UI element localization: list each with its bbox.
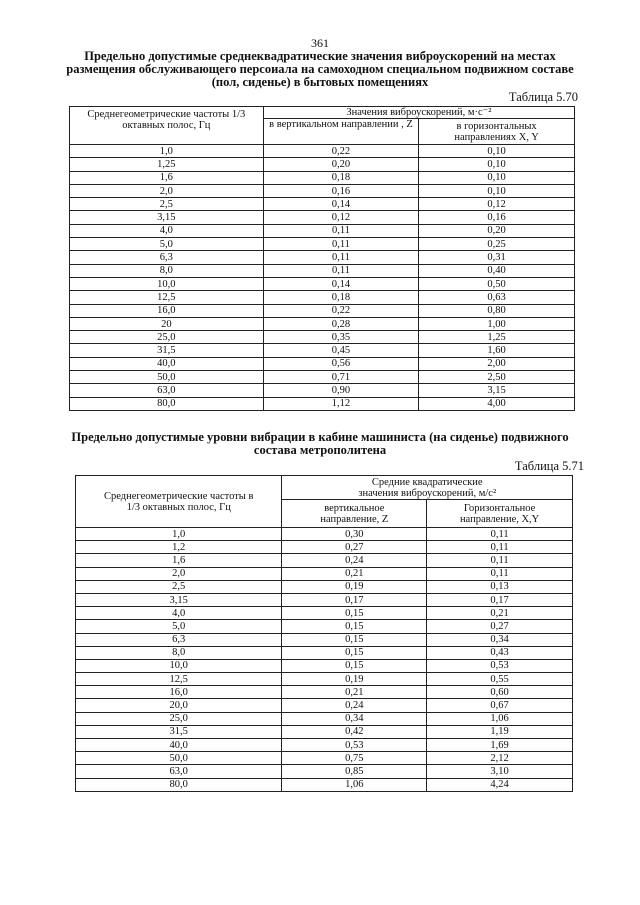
horizontal-value-cell: 0,12 xyxy=(419,198,575,211)
vertical-value-cell: 0,19 xyxy=(282,673,427,686)
table1-frequency-header: Среднегеометрические частоты 1/3 октавных полос, Гц xyxy=(70,107,264,145)
horizontal-value-cell: 0,63 xyxy=(419,291,575,304)
frequency-cell: 80,0 xyxy=(76,778,282,791)
vertical-value-cell: 0,11 xyxy=(263,238,419,251)
table-row xyxy=(70,291,575,304)
vertical-value-cell: 0,28 xyxy=(263,317,419,330)
page-number: 361 xyxy=(311,36,329,50)
horizontal-value-cell: 0,11 xyxy=(427,528,573,541)
horizontal-value-cell: 0,40 xyxy=(419,264,575,277)
horizontal-value-cell: 0,67 xyxy=(427,699,573,712)
table-row xyxy=(70,304,575,317)
horizontal-value-cell: 4,00 xyxy=(419,397,575,410)
horizontal-value-cell: 0,27 xyxy=(427,620,573,633)
table2-vertical-header: вертикальное направление, Z xyxy=(282,500,427,528)
table-row xyxy=(70,145,575,158)
frequency-cell: 1,6 xyxy=(70,171,264,184)
table-row xyxy=(76,541,573,554)
vertical-value-cell: 0,15 xyxy=(282,633,427,646)
frequency-cell: 5,0 xyxy=(76,620,282,633)
vertical-value-cell: 0,15 xyxy=(282,607,427,620)
frequency-cell: 63,0 xyxy=(76,765,282,778)
frequency-cell: 31,5 xyxy=(70,344,264,357)
vertical-value-cell: 0,11 xyxy=(263,264,419,277)
vertical-value-cell: 0,24 xyxy=(282,699,427,712)
horizontal-value-cell: 1,06 xyxy=(427,712,573,725)
table-row xyxy=(76,725,573,738)
frequency-cell: 3,15 xyxy=(70,211,264,224)
table-row xyxy=(70,158,575,171)
table-row xyxy=(70,198,575,211)
table-row xyxy=(76,528,573,541)
vertical-value-cell: 0,14 xyxy=(263,277,419,290)
vertical-value-cell: 0,90 xyxy=(263,384,419,397)
frequency-cell: 8,0 xyxy=(76,646,282,659)
table-row xyxy=(70,331,575,344)
horizontal-value-cell: 0,20 xyxy=(419,224,575,237)
frequency-cell: 80,0 xyxy=(70,397,264,410)
vertical-value-cell: 0,71 xyxy=(263,371,419,384)
vertical-value-cell: 0,11 xyxy=(263,251,419,264)
horizontal-value-cell: 0,10 xyxy=(419,158,575,171)
vertical-value-cell: 0,53 xyxy=(282,739,427,752)
vertical-value-cell: 0,11 xyxy=(263,224,419,237)
table-row xyxy=(70,224,575,237)
table2-group-header: Средние квадратические значения виброускорений, м/с² xyxy=(282,476,573,500)
frequency-cell: 2,0 xyxy=(70,184,264,197)
horizontal-value-cell: 0,10 xyxy=(419,171,575,184)
frequency-cell: 12,5 xyxy=(76,673,282,686)
frequency-cell: 20 xyxy=(70,317,264,330)
horizontal-value-cell: 0,21 xyxy=(427,607,573,620)
table-row xyxy=(76,633,573,646)
table-row xyxy=(76,778,573,791)
frequency-cell: 16,0 xyxy=(70,304,264,317)
table2-caption: Таблица 5.71 xyxy=(514,459,584,473)
horizontal-value-cell: 0,11 xyxy=(427,567,573,580)
table-row xyxy=(76,580,573,593)
table-row xyxy=(76,712,573,725)
frequency-cell: 1,6 xyxy=(76,554,282,567)
vertical-value-cell: 0,56 xyxy=(263,357,419,370)
vertical-value-cell: 0,15 xyxy=(282,646,427,659)
horizontal-value-cell: 0,16 xyxy=(419,211,575,224)
vertical-value-cell: 0,30 xyxy=(282,528,427,541)
table2-frequency-header: Среднегеометрические частоты в 1/3 октавных полос, Гц xyxy=(76,476,282,528)
frequency-cell: 6,3 xyxy=(76,633,282,646)
vertical-value-cell: 0,18 xyxy=(263,291,419,304)
vertical-value-cell: 0,35 xyxy=(263,331,419,344)
table-row xyxy=(70,238,575,251)
vertical-value-cell: 1,06 xyxy=(282,778,427,791)
frequency-cell: 4,0 xyxy=(70,224,264,237)
vertical-value-cell: 1,12 xyxy=(263,397,419,410)
vertical-value-cell: 0,45 xyxy=(263,344,419,357)
frequency-cell: 3,15 xyxy=(76,593,282,606)
horizontal-value-cell: 0,60 xyxy=(427,686,573,699)
frequency-cell: 2,5 xyxy=(70,198,264,211)
frequency-cell: 16,0 xyxy=(76,686,282,699)
vertical-value-cell: 0,34 xyxy=(282,712,427,725)
horizontal-value-cell: 4,24 xyxy=(427,778,573,791)
vertical-value-cell: 0,42 xyxy=(282,725,427,738)
table-row xyxy=(76,593,573,606)
frequency-cell: 50,0 xyxy=(70,371,264,384)
vertical-value-cell: 0,14 xyxy=(263,198,419,211)
table-row xyxy=(70,277,575,290)
table-row xyxy=(70,371,575,384)
horizontal-value-cell: 0,31 xyxy=(419,251,575,264)
horizontal-value-cell: 0,55 xyxy=(427,673,573,686)
horizontal-value-cell: 0,43 xyxy=(427,646,573,659)
vertical-value-cell: 0,85 xyxy=(282,765,427,778)
frequency-cell: 8,0 xyxy=(70,264,264,277)
horizontal-value-cell: 0,53 xyxy=(427,659,573,672)
vertical-value-cell: 0,15 xyxy=(282,659,427,672)
table2 xyxy=(75,475,573,792)
horizontal-value-cell: 0,80 xyxy=(419,304,575,317)
frequency-cell: 1,0 xyxy=(76,528,282,541)
table-row xyxy=(76,739,573,752)
horizontal-value-cell: 0,50 xyxy=(419,277,575,290)
frequency-cell: 1,2 xyxy=(76,541,282,554)
table-row xyxy=(70,397,575,410)
table-row xyxy=(70,211,575,224)
frequency-cell: 2,5 xyxy=(76,580,282,593)
frequency-cell: 25,0 xyxy=(70,331,264,344)
frequency-cell: 63,0 xyxy=(70,384,264,397)
vertical-value-cell: 0,21 xyxy=(282,567,427,580)
horizontal-value-cell: 3,10 xyxy=(427,765,573,778)
table-row xyxy=(70,317,575,330)
horizontal-value-cell: 0,34 xyxy=(427,633,573,646)
vertical-value-cell: 0,21 xyxy=(282,686,427,699)
frequency-cell: 5,0 xyxy=(70,238,264,251)
horizontal-value-cell: 0,10 xyxy=(419,184,575,197)
vertical-value-cell: 0,15 xyxy=(282,620,427,633)
table-row xyxy=(70,264,575,277)
vertical-value-cell: 0,24 xyxy=(282,554,427,567)
table-row xyxy=(76,646,573,659)
frequency-cell: 10,0 xyxy=(76,659,282,672)
horizontal-value-cell: 0,17 xyxy=(427,593,573,606)
horizontal-value-cell: 2,00 xyxy=(419,357,575,370)
horizontal-value-cell: 2,50 xyxy=(419,371,575,384)
table-row xyxy=(70,344,575,357)
table-row xyxy=(76,607,573,620)
table-row xyxy=(70,184,575,197)
frequency-cell: 31,5 xyxy=(76,725,282,738)
horizontal-value-cell: 2,12 xyxy=(427,752,573,765)
horizontal-value-cell: 0,13 xyxy=(427,580,573,593)
vertical-value-cell: 0,22 xyxy=(263,304,419,317)
vertical-value-cell: 0,20 xyxy=(263,158,419,171)
horizontal-value-cell: 1,19 xyxy=(427,725,573,738)
horizontal-value-cell: 1,00 xyxy=(419,317,575,330)
table1-caption: Таблица 5.70 xyxy=(508,90,578,104)
table-row xyxy=(70,384,575,397)
horizontal-value-cell: 0,11 xyxy=(427,554,573,567)
vertical-value-cell: 0,16 xyxy=(263,184,419,197)
horizontal-value-cell: 1,69 xyxy=(427,739,573,752)
frequency-cell: 6,3 xyxy=(70,251,264,264)
vertical-value-cell: 0,17 xyxy=(282,593,427,606)
vertical-value-cell: 0,12 xyxy=(263,211,419,224)
table-row xyxy=(70,357,575,370)
frequency-cell: 2,0 xyxy=(76,567,282,580)
horizontal-value-cell: 3,15 xyxy=(419,384,575,397)
vertical-value-cell: 0,19 xyxy=(282,580,427,593)
table-row xyxy=(76,554,573,567)
horizontal-value-cell: 0,11 xyxy=(427,541,573,554)
frequency-cell: 50,0 xyxy=(76,752,282,765)
table1-group-header: Значения виброускорений, м·с⁻² xyxy=(263,107,574,119)
table-row xyxy=(70,251,575,264)
table1-title: Предельно допустимые среднеквадратические значения виброускорений на местах размещения обслуживающего персоиала на самоходном специальном подвижном составе (пол, сиденье) в бытовых помещениях xyxy=(66,49,574,89)
table-row xyxy=(76,567,573,580)
table-row xyxy=(76,673,573,686)
table-row xyxy=(76,659,573,672)
vertical-value-cell: 0,22 xyxy=(263,145,419,158)
table2-horizontal-header: Горизонтальное направление, X,Y xyxy=(427,500,573,528)
frequency-cell: 20,0 xyxy=(76,699,282,712)
frequency-cell: 4,0 xyxy=(76,607,282,620)
frequency-cell: 40,0 xyxy=(70,357,264,370)
frequency-cell: 40,0 xyxy=(76,739,282,752)
table-row xyxy=(76,686,573,699)
vertical-value-cell: 0,75 xyxy=(282,752,427,765)
table-row xyxy=(70,171,575,184)
horizontal-value-cell: 1,60 xyxy=(419,344,575,357)
vertical-value-cell: 0,27 xyxy=(282,541,427,554)
table2-title: Предельно допустимые уровни вибрации в кабине машиниста (на сиденье) подвижного состава метрополитена xyxy=(71,430,569,457)
table1 xyxy=(69,106,575,411)
table-row xyxy=(76,765,573,778)
table1-horizontal-header: в горизонтальных направлениях X, Y xyxy=(419,119,575,145)
frequency-cell: 12,5 xyxy=(70,291,264,304)
frequency-cell: 25,0 xyxy=(76,712,282,725)
horizontal-value-cell: 1,25 xyxy=(419,331,575,344)
table-row xyxy=(76,620,573,633)
horizontal-value-cell: 0,25 xyxy=(419,238,575,251)
frequency-cell: 1,0 xyxy=(70,145,264,158)
frequency-cell: 10,0 xyxy=(70,277,264,290)
frequency-cell: 1,25 xyxy=(70,158,264,171)
table1-vertical-header: в вертикальном направлении , Z xyxy=(263,119,419,145)
vertical-value-cell: 0,18 xyxy=(263,171,419,184)
table-row xyxy=(76,699,573,712)
horizontal-value-cell: 0,10 xyxy=(419,145,575,158)
table-row xyxy=(76,752,573,765)
